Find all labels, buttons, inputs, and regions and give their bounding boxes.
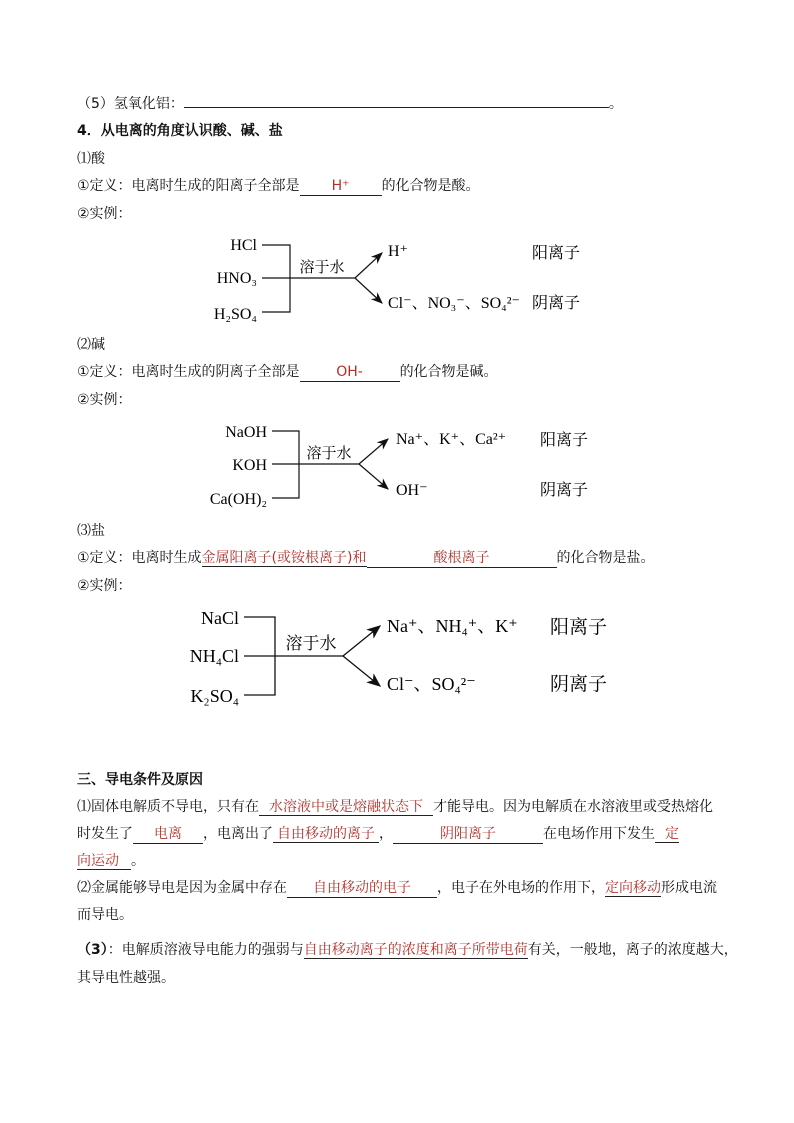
- base-reactant: Ca(OH)₂: [209, 491, 267, 508]
- base-arrow-label: 溶于水: [306, 446, 352, 462]
- salt-definition-answer-1[interactable]: 金属阳离子(或铵根离子)和: [201, 550, 367, 566]
- salt-example-label: ②实例：: [77, 578, 132, 594]
- salt-reactant: NaCl: [201, 608, 239, 628]
- acid-reactant: HNO₃: [216, 270, 257, 287]
- acid-anions: Cl⁻、NO₃⁻、SO₄²⁻: [388, 295, 520, 312]
- base-example-label: ②实例：: [77, 392, 132, 408]
- salt-ionization-diagram: [175, 600, 635, 715]
- answer-ion-concentration-charge[interactable]: 自由移动离子的浓度和离子所带电荷: [303, 942, 528, 958]
- section-3-title: 三、导电条件及原因: [77, 772, 203, 788]
- base-definition: ①定义：电离时生成的阴离子全部是 OH- 的化合物是碱。: [77, 364, 498, 380]
- answer-free-electrons[interactable]: 自由移动的电子: [287, 879, 437, 898]
- answer-cations-anions[interactable]: 阴阳离子: [393, 825, 543, 844]
- salt-heading: ⑶盐: [77, 523, 105, 539]
- paragraph-2-line-1: ⑵金属能够导电是因为金属中存在 自由移动的电子 ，电子在外电场的作用下，定向移动形成电流: [77, 880, 717, 896]
- base-reactant: NaOH: [225, 424, 267, 441]
- acid-example-label: ②实例：: [77, 206, 132, 222]
- salt-anion-label: 阴离子: [550, 674, 608, 695]
- base-anions: OH⁻: [396, 482, 428, 499]
- salt-definition: ①定义：电离时生成金属阳离子(或铵根离子)和 酸根离子 的化合物是盐。: [77, 550, 655, 566]
- base-heading: ⑵碱: [77, 337, 105, 353]
- salt-reactant: NH₄Cl: [189, 646, 239, 666]
- salt-cations: Na⁺、NH₄⁺、K⁺: [387, 616, 518, 636]
- salt-cation-label: 阳离子: [550, 617, 608, 638]
- base-reactant: KOH: [232, 457, 267, 474]
- answer-directional-part-2[interactable]: 向运动: [77, 853, 131, 870]
- acid-definition-answer[interactable]: H⁺: [300, 177, 382, 196]
- question-5-blank[interactable]: [184, 107, 609, 108]
- section-4-title: 4．从电离的角度认识酸、碱、盐: [77, 123, 283, 139]
- acid-reactant: H₂SO₄: [213, 306, 257, 323]
- acid-anion-label: 阴离子: [532, 295, 581, 312]
- base-ionization-diagram: [195, 415, 615, 515]
- answer-aqueous-or-molten[interactable]: 水溶液中或是熔融状态下: [259, 799, 433, 816]
- salt-arrow-label: 溶于水: [285, 634, 337, 653]
- acid-ionization-diagram: [195, 230, 615, 330]
- base-cations: Na⁺、K⁺、Ca²⁺: [396, 431, 507, 448]
- base-definition-answer[interactable]: OH-: [300, 363, 400, 382]
- acid-definition: ①定义：电离时生成的阳离子全部是 H⁺ 的化合物是酸。: [77, 178, 480, 194]
- base-anion-label: 阴离子: [540, 482, 589, 499]
- acid-cation-label: 阳离子: [532, 245, 581, 262]
- question-5-label: （5）氢氧化铝：: [77, 96, 184, 112]
- answer-ionization[interactable]: 电离: [133, 825, 203, 844]
- paragraph-1-line-2: 时发生了 电离 ，电离出了 自由移动的离子 ， 阴阳离子 在电场作用下发生 定: [77, 826, 679, 842]
- question-5-line: （5）氢氧化铝： 。: [77, 96, 623, 112]
- answer-free-ions[interactable]: 自由移动的离子: [273, 826, 379, 843]
- salt-anions: Cl⁻、SO₄²⁻: [387, 674, 476, 694]
- answer-directional-part-1[interactable]: 定: [655, 826, 679, 843]
- answer-directional-movement[interactable]: 定向移动: [605, 880, 661, 896]
- paragraph-3-line-1: （3）：电解质溶液导电能力的强弱与自由移动离子的浓度和离子所带电荷有关，一般地，离子的浓度越大，: [77, 942, 738, 958]
- paragraph-1-line-3: 向运动 。: [77, 853, 145, 869]
- acid-reactant: HCl: [230, 237, 257, 254]
- paragraph-3-line-2: 其导电性越强。: [77, 970, 175, 986]
- acid-cations: H⁺: [388, 243, 408, 260]
- acid-arrow-label: 溶于水: [299, 260, 345, 276]
- salt-definition-answer-2[interactable]: 酸根离子: [367, 549, 557, 568]
- base-cation-label: 阳离子: [540, 432, 589, 449]
- paragraph-1-line-1: ⑴固体电解质不导电，只有在 水溶液中或是熔融状态下 才能导电。因为电解质在水溶液里或受热熔化: [77, 799, 713, 815]
- paragraph-2-line-2: 而导电。: [77, 907, 133, 923]
- acid-heading: ⑴酸: [77, 151, 105, 167]
- salt-reactant: K₂SO₄: [190, 686, 239, 706]
